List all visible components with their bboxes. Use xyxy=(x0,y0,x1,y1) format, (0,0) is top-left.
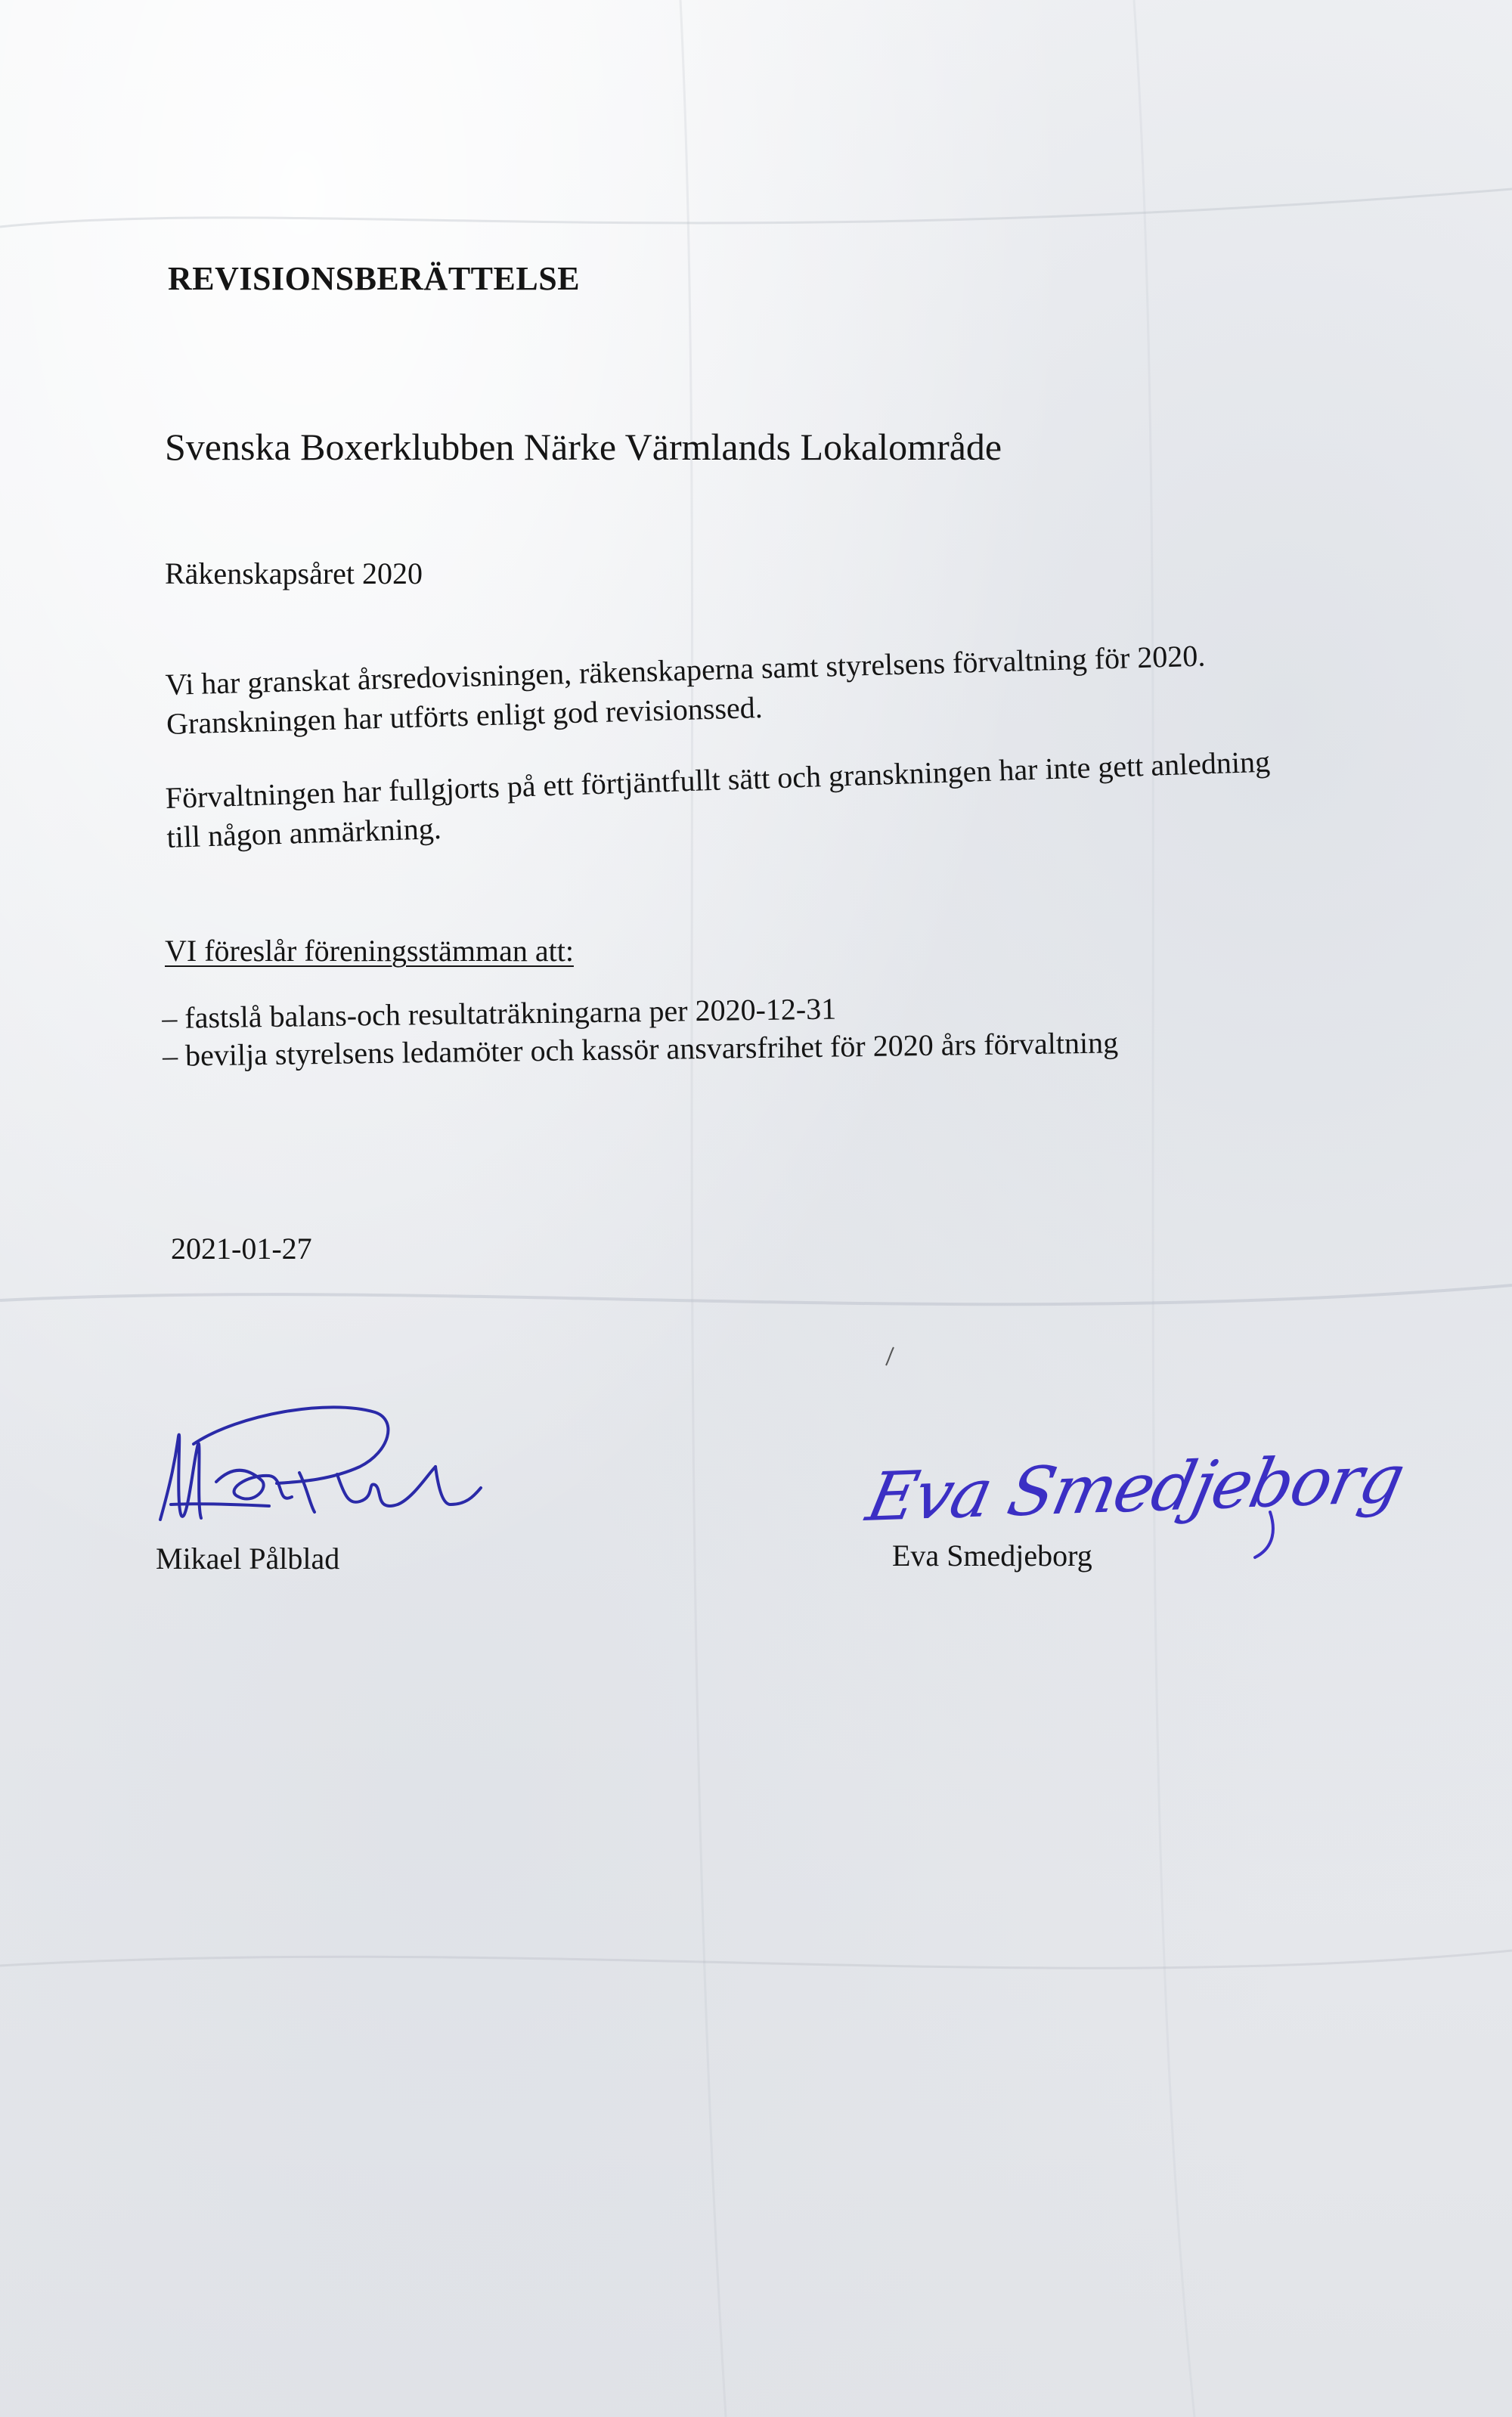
fiscal-year: Räkenskapsåret 2020 xyxy=(165,556,423,590)
signatory-name-right: Eva Smedjeborg xyxy=(892,1539,1092,1573)
paragraph-review-line-1: Vi har granskat årsredovisningen, räkenskaperna samt styrelsens förvaltning för 2020. xyxy=(165,638,1206,702)
paragraph-review-line-2: Granskningen har utförts enligt god revisionssed. xyxy=(166,689,764,741)
proposal-heading: VI föreslår föreningsstämman att: xyxy=(165,934,574,968)
proposal-item: – bevilja styrelsens ledamöter och kassör ansvarsfrihet för 2020 års förvaltning xyxy=(162,1025,1119,1073)
proposal-item: – fastslå balans-och resultaträkningarna per 2020-12-31 xyxy=(162,991,837,1035)
signature-mikael xyxy=(148,1391,496,1542)
document-title: REVISIONSBERÄTTELSE xyxy=(168,260,581,297)
organization-name: Svenska Boxerklubben Närke Värmlands Lokalområde xyxy=(165,426,1002,468)
paragraph-management-line-2: till någon anmärkning. xyxy=(166,810,442,854)
paragraph-management-line-1: Förvaltningen har fullgjorts på ett förtjäntfullt sätt och granskningen har inte gett anledning xyxy=(165,744,1271,815)
proposal-list xyxy=(162,986,1118,1075)
pen-mark xyxy=(883,1346,898,1368)
paragraph-review xyxy=(165,637,1207,744)
paragraph-management xyxy=(165,742,1272,857)
signature-eva-script: Eva Smedjeborg xyxy=(860,1439,1410,1537)
signing-date: 2021-01-27 xyxy=(171,1232,312,1266)
signatory-name-left: Mikael Pålblad xyxy=(156,1542,340,1576)
